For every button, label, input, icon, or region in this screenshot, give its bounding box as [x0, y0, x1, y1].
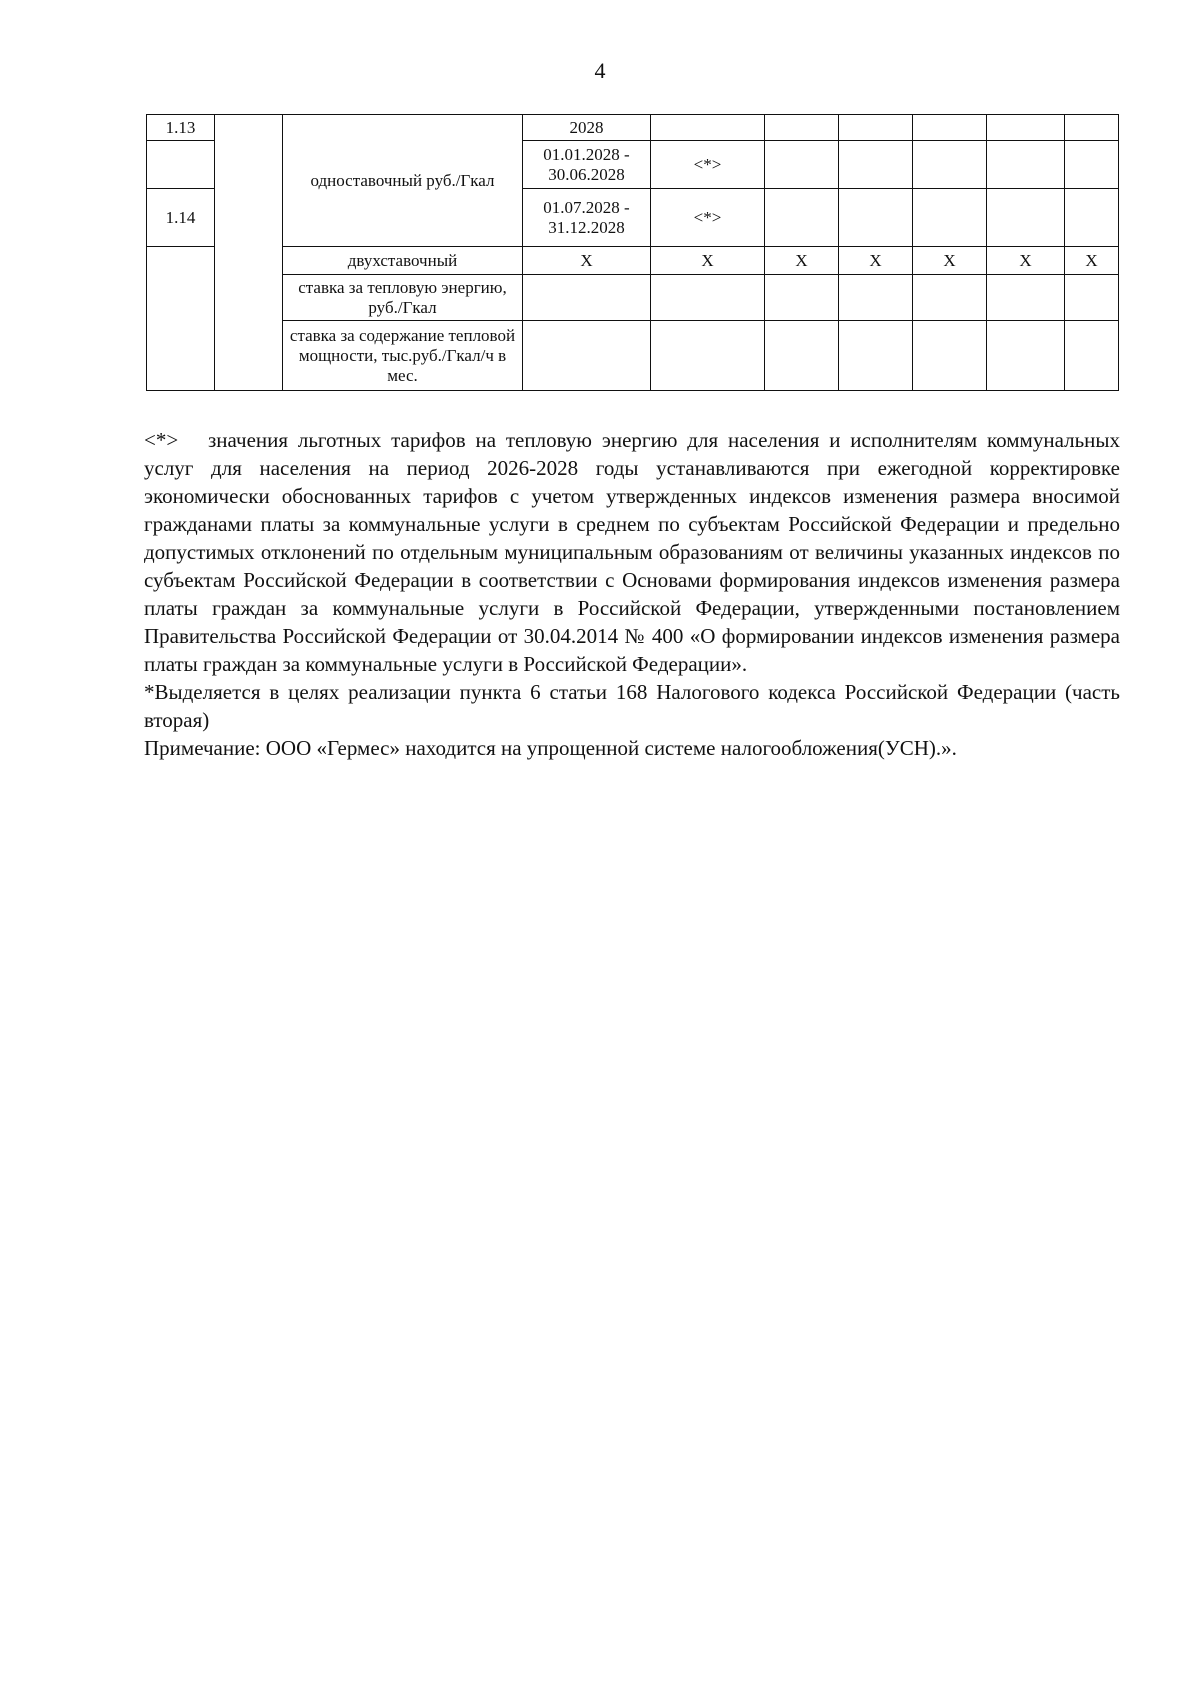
period-cell: 01.07.2028 - 31.12.2028: [523, 189, 651, 247]
x-mark-cell: X: [913, 247, 987, 275]
x-mark-cell: X: [1065, 247, 1119, 275]
row-number: 1.13: [147, 115, 215, 141]
value-cell: [765, 115, 839, 141]
row-number: 1.14: [147, 189, 215, 247]
table-row: [147, 321, 1119, 391]
value-cell: <*>: [651, 189, 765, 247]
value-cell: [839, 115, 913, 141]
value-cell: [1065, 275, 1119, 321]
value-cell: [765, 321, 839, 391]
period-cell: 01.01.2028 - 30.06.2028: [523, 141, 651, 189]
x-mark-cell: X: [987, 247, 1065, 275]
table-row: [147, 275, 1119, 321]
value-cell: [651, 275, 765, 321]
value-cell: [651, 321, 765, 391]
x-mark-cell: X: [523, 247, 651, 275]
value-cell: [765, 189, 839, 247]
notes-section: [144, 426, 1120, 762]
empty-cell: [215, 115, 283, 391]
tariff-type-cell: двухставочный: [283, 247, 523, 275]
value-cell: [839, 141, 913, 189]
value-cell: [765, 275, 839, 321]
x-mark-cell: X: [839, 247, 913, 275]
value-cell: [1065, 141, 1119, 189]
value-cell: [839, 321, 913, 391]
value-cell: [1065, 189, 1119, 247]
empty-cell: [147, 247, 215, 391]
tariff-table: [146, 114, 1119, 391]
value-cell: [913, 321, 987, 391]
period-cell: 2028: [523, 115, 651, 141]
value-cell: [765, 141, 839, 189]
value-cell: [913, 115, 987, 141]
remark-note: Примечание: ООО «Гермес» находится на упрощенной системе налогообложения(УСН).».: [144, 736, 957, 760]
tariff-type-cell: одноставочный руб./Гкал: [283, 115, 523, 247]
value-cell: [839, 275, 913, 321]
value-cell: <*>: [651, 141, 765, 189]
vat-note: *Выделяется в целях реализации пункта 6 статьи 168 Налогового кодекса Российской Федерации (часть вторая): [144, 680, 1120, 732]
x-mark-cell: X: [651, 247, 765, 275]
x-mark-cell: X: [765, 247, 839, 275]
value-cell: [987, 321, 1065, 391]
value-cell: [987, 189, 1065, 247]
table-row: [147, 247, 1119, 275]
footnote-marker: <*>: [144, 428, 179, 452]
value-cell: [987, 141, 1065, 189]
footnote-text: значения льготных тарифов на тепловую энергию для населения и исполнителям коммунальных услуг для населения на период 2026-2028 годы устанавливаются при ежегодной корректировке экономически обоснованных тарифов с учетом утвержденных индексов изменения размера вносимой гражданами платы за коммунальные услуги в среднем по субъектам Российской Федерации и предельно допустимых отклонений по отдельным муниципальным образованиям от величины указанных индексов по субъектам Российской Федерации в соответствии с Основами формирования индексов изменения размера платы граждан за коммунальные услуги в Российской Федерации, утвержденными постановлением Правительства Российской Федерации от 30.04.2014 № 400 «О формировании индексов изменения размера платы граждан за коммунальные услуги в Российской Федерации».: [144, 428, 1120, 676]
value-cell: [913, 189, 987, 247]
value-cell: [523, 321, 651, 391]
value-cell: [651, 115, 765, 141]
table-row: [147, 115, 1119, 141]
value-cell: [523, 275, 651, 321]
page-number: 4: [594, 58, 606, 83]
value-cell: [913, 275, 987, 321]
value-cell: [1065, 115, 1119, 141]
value-cell: [1065, 321, 1119, 391]
value-cell: [839, 189, 913, 247]
tariff-type-cell: ставка за тепловую энергию, руб./Гкал: [283, 275, 523, 321]
value-cell: [987, 275, 1065, 321]
tariff-type-cell: ставка за содержание тепловой мощности, тыс.руб./Гкал/ч в мес.: [283, 321, 523, 391]
footnote-paragraph: [144, 426, 1120, 678]
empty-cell: [147, 141, 215, 189]
value-cell: [913, 141, 987, 189]
value-cell: [987, 115, 1065, 141]
